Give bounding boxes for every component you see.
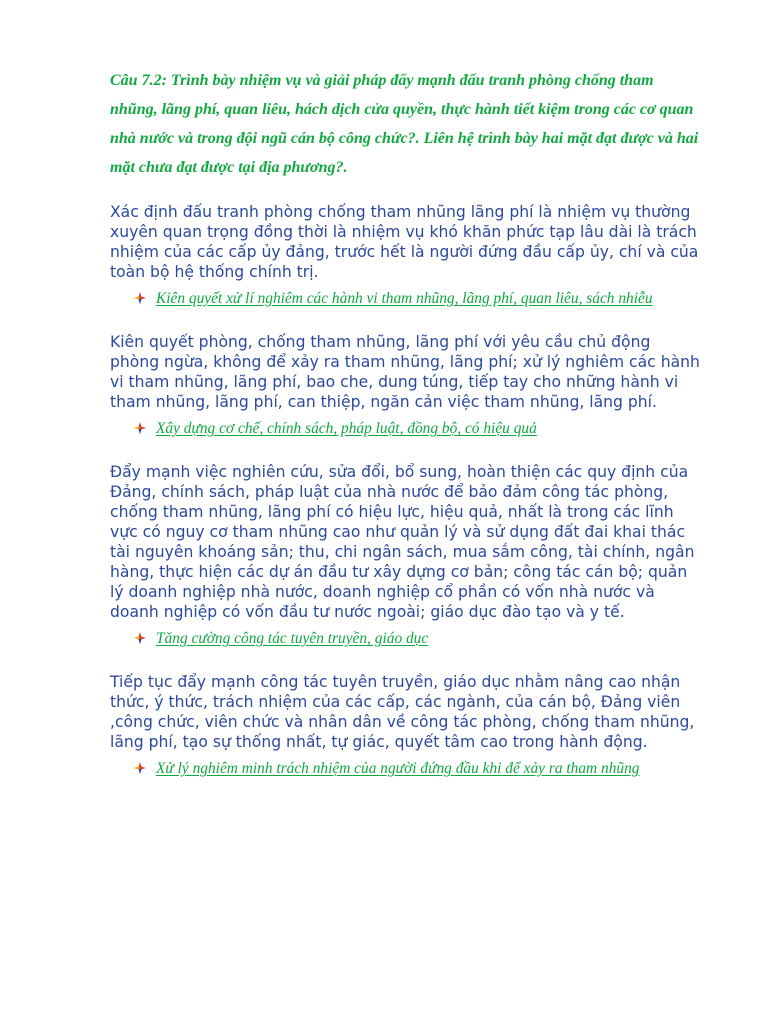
question-heading: Câu 7.2: Trình bày nhiệm vụ và giải pháp đẩy mạnh đấu tranh phòng chống tham nhũng, lãng phí, quan liêu, hách dịch cửa quyền, thực hành tiết kiệm trong các cơ quan nhà nước và trong đội ngũ cán bộ công chức?. Liên hệ trình bày hai mặt đạt được và hai mặt chưa đạt được tại địa phương?. xyxy=(110,72,699,176)
document-page xyxy=(110,66,700,802)
section-heading-2 xyxy=(110,414,700,444)
four-point-star-bullet-icon xyxy=(134,762,146,774)
section-heading-text: Xử lý nghiêm minh trách nhiệm của người đứng đầu khi để xảy ra tham nhũng xyxy=(156,760,640,777)
section-heading-1 xyxy=(110,284,700,314)
section-heading-text: Kiên quyết xử lí nghiêm các hành vi tham nhũng, lãng phí, quan liêu, sách nhiễu xyxy=(156,290,653,307)
intro-paragraph: Xác định đấu tranh phòng chống tham nhũng lãng phí là nhiệm vụ thường xuyên quan trọng đồng thời là nhiệm vụ khó khăn phức tạp lâu dài là trách nhiệm của các cấp ủy đảng, trước hết là người đứng đầu cấp ủy, chí và của toàn bộ hệ thống chính trị. xyxy=(110,203,699,281)
four-point-star-bullet-icon xyxy=(134,422,146,434)
section-body-3: Tiếp tục đẩy mạnh công tác tuyên truyền, giáo dục nhằm nâng cao nhận thức, ý thức, trách nhiệm của các cấp, các ngành, của cán bộ, Đảng viên ,công chức, viên chức và nhân dân về công tác phòng, chống tham nhũng, lãng phí, tạo sự thống nhất, tự giác, quyết tâm cao trong hành động. xyxy=(110,673,695,751)
section-heading-text: Tăng cường công tác tuyên truyền, giáo dục xyxy=(156,630,429,647)
section-body-1: Kiên quyết phòng, chống tham nhũng, lãng phí với yêu cầu chủ động phòng ngừa, không để xảy ra tham nhũng, lãng phí; xử lý nghiêm các hành vi tham nhũng, lãng phí, bao che, dung túng, tiếp tay cho những hành vi tham nhũng, lãng phí, can thiệp, ngăn cản việc tham nhũng, lãng phí. xyxy=(110,333,700,411)
section-heading-text: Xây dựng cơ chế, chính sách, pháp luật, đồng bộ, có hiệu quả xyxy=(156,420,537,437)
four-point-star-bullet-icon xyxy=(134,632,146,644)
section-body-2: Đẩy mạnh việc nghiên cứu, sửa đổi, bổ sung, hoàn thiện các quy định của Đảng, chính sách, pháp luật của nhà nước để bảo đảm công tác phòng, chống tham nhũng, lãng phí có hiệu lực, hiệu quả, nhất là trong các lĩnh vực có nguy cơ tham nhũng cao như quản lý và sử dụng đất đai khai thác tài nguyên khoáng sản; thu, chi ngân sách, mua sắm công, tài chính, ngân hàng, thực hiện các dự án đầu tư xây dựng cơ bản; công tác cán bộ; quản lý doanh nghiệp nhà nước, doanh nghiệp cổ phần có vốn nhà nước và doanh nghiệp có vốn đầu tư nước ngoài; giáo dục đào tạo và y tế. xyxy=(110,463,695,621)
section-heading-3 xyxy=(110,624,700,654)
four-point-star-bullet-icon xyxy=(134,292,146,304)
section-heading-4 xyxy=(110,754,700,784)
